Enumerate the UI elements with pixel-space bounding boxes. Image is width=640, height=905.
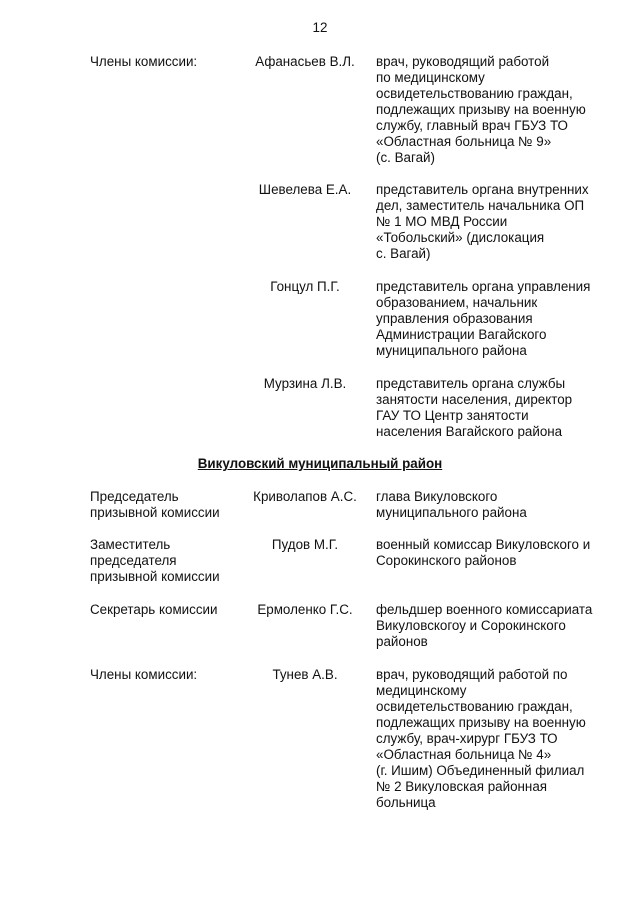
commission-role: Заместитель председателя призывной комиссии [90,537,220,584]
commission-description: глава Викуловского муниципального района [376,489,527,520]
member-description: представитель органа службы занятости населения, директор ГАУ ТО Центр занятости населения Вагайского района [376,376,573,439]
commission-description: врач, руководящий работой по медицинскому освидетельствованию граждан, подлежащих призыву на военную службу, врач-хирург ГБУЗ ТО «Областная больница № 4» (г. Ишим) Объединенный филиал № 2 Викуловская районная больница [376,667,586,810]
member-name: Гонцул П.Г. [270,279,340,294]
commission-role: Секретарь комиссии [90,602,218,617]
member-description: представитель органа управления образованием, начальник управления образования Администрации Вагайского муниципального района [376,279,591,358]
commission-name: Тунев А.В. [272,667,338,682]
member-name: Афанасьев В.Л. [255,54,355,69]
member-role: Члены комиссии: [90,54,198,69]
member-description: представитель органа внутренних дел, заместитель начальника ОП № 1 МО МВД России «Тобольский» (дислокация с. Вагай) [376,182,589,261]
member-name: Шевелева Е.А. [258,182,352,197]
commission-name: Ермоленко Г.С. [257,602,353,617]
section-title: Викуловский муниципальный район [197,456,443,471]
commission-role: Члены комиссии: [90,667,198,682]
member-description: врач, руководящий работой по медицинскому освидетельствованию граждан, подлежащих призыву на военную службу, главный врач ГБУЗ ТО «Областная больница № 9» (с. Вагай) [376,54,586,165]
commission-description: фельдшер военного комиссариата Викуловскогоу и Сорокинского районов [376,602,593,649]
member-name: Мурзина Л.В. [263,376,347,391]
commission-description: военный комиссар Викуловского и Сорокинского районов [376,537,591,568]
commission-name: Пудов М.Г. [271,537,339,552]
page-number: 12 [312,20,328,35]
commission-role: Председатель призывной комиссии [90,489,220,520]
commission-name: Криволапов А.С. [253,489,357,504]
